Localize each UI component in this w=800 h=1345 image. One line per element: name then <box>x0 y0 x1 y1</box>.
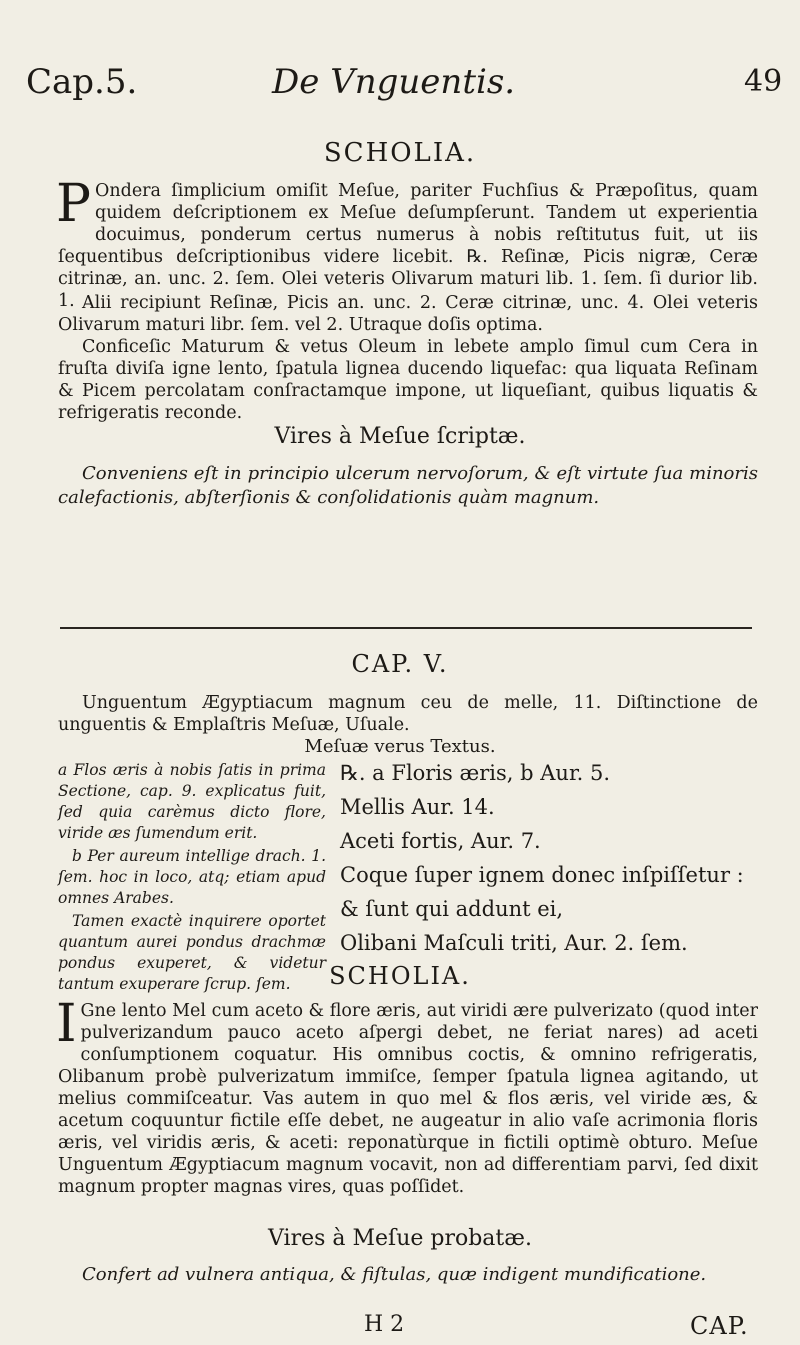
note-b: b Per aureum intellige drach. 1. ſem. hoc in loco, atq; etiam apud omnes Arabes. <box>58 847 326 907</box>
recipe-line: Mellis Aur. 14. <box>340 795 495 819</box>
scholia-heading-2: SCHOLIA. <box>329 962 471 990</box>
scholia-heading-1: SCHOLIA. <box>323 138 477 168</box>
vires-heading-2: Vires à Meſue probatæ. <box>268 1226 532 1251</box>
chapter-intro: Unguentum Ægyptiacum magnum ceu de melle, 11. Diſtinctione de unguentis & Emplaſtris Meſuæ, Uſuale. <box>58 693 758 735</box>
page-number: 49 <box>744 64 783 99</box>
vires-text-2: Confert ad vulnera antiqua, & fiſtulas, quæ indigent mundificatione. <box>82 1264 707 1285</box>
scholia-paragraph-2: Alii recipiunt Reſinæ, Picis an. unc. 2. Ceræ citrinæ, unc. 4. Olei veteris Olivarum maturi libr. ſem. vel 2. Utraque doſis optima. <box>58 293 758 335</box>
scholia-paragraph-1-text: Ondera ſimplicium omiſit Meſue, pariter Fuchſius & Præpoſitus, quam quidem deſcriptionem ex Meſue deſumpſerunt. Tandem ut experientia docuimus, ponderum certus numerus à nobis reſtitutus fuit, ut iis ſequentibus deſcriptionibus videre licebit. ℞. Reſinæ, Picis nigræ, Ceræ citrinæ, an. unc. 2. ſem. Olei veteris Olivarum maturi lib. 1. ſem. ſi durior lib. 1. <box>58 181 758 311</box>
chapter-number: Cap.5. <box>26 62 138 102</box>
note-c: Tamen exactè inquirere oportet quantum aurei pondus drachmæ pondus exuperet, & videtur tantum exuperare ſcrup. ſem. <box>58 912 326 993</box>
recipe-line: Aceti fortis, Aur. 7. <box>340 829 541 853</box>
catchword: CAP. <box>690 1312 749 1340</box>
recipe-column <box>340 756 760 960</box>
running-title: De Vnguentis. <box>272 62 516 102</box>
drop-cap-p: P <box>56 174 91 234</box>
scholia-paragraph-3: Conficeſic Maturum & vetus Oleum in lebete amplo ſimul cum Cera in fruſta diviſa igne lento, ſpatula lignea ducendo liquefac: qua liquata Reſinam & Picem percolatam conſractamque impone, ut liqueſiant, quibus liquatis & refrigeratis reconde. <box>58 337 758 423</box>
chapter-heading: CAP. V. <box>351 650 449 678</box>
scholia2-paragraph <box>56 994 758 1198</box>
vires-heading-1: Vires à Meſue ſcriptæ. <box>274 424 526 449</box>
recipe-line: ℞. a Floris æris, b Aur. 5. <box>340 761 611 785</box>
drop-cap-i: I <box>56 994 77 1054</box>
scholia2-paragraph-text: Gne lento Mel cum aceto & flore æris, aut viridi ære pulverizato (quod inter pulverizandum pauco aceto aſpergi debet, ne feriat nares) ad aceti conſumptionem coquatur. His omnibus coctis, & omnino refrigeratis, Olibanum probè pulverizatum immiſce, ſemper ſpatula lignea agitando, ut melius commiſceatur. Vas autem in quo mel & flos æris, vel viride æs, & acetum coquuntur fictile eſſe debet, ne augeatur in alio vaſe acrimonia floris æris, vel viridis æris, & aceti: reponatùrque in fictili optimè obturo. Meſue Unguentum Ægyptiacum magnum vocavit, non ad differentiam parvi, ſed dixit magnum propter magnas vires, quas poſſidet. <box>58 1001 758 1197</box>
recipe-line: Coque ſuper ignem donec inſpiſſetur : & ſunt qui addunt ei, <box>340 863 744 921</box>
vires-text-1: Conveniens eſt in principio ulcerum nervoſorum, & eſt virtute ſua minoris calefactionis, abſterſionis & conſolidationis quàm magnum. <box>58 463 758 508</box>
textus-heading: Meſuæ verus Textus. <box>304 736 496 757</box>
signature-mark: H 2 <box>364 1312 405 1337</box>
recipe-line: Olibani Maſculi triti, Aur. 2. ſem. <box>340 931 688 955</box>
section-divider <box>60 627 752 629</box>
note-a: a Flos æris à nobis ſatis in prima Sectione, cap. 9. explicatus fuit, ſed quia carèmus dicto flore, viride æs ſumendum erit. <box>58 761 326 842</box>
